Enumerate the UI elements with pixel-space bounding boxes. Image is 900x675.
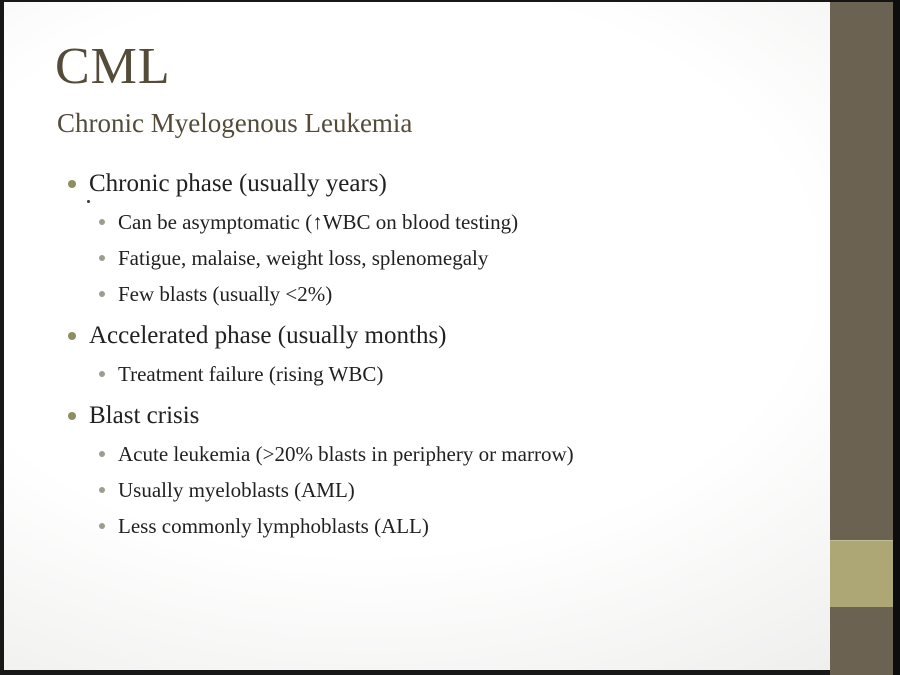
stray-dot-artifact bbox=[87, 200, 90, 203]
sidebar-decoration bbox=[830, 2, 893, 675]
page-title: CML bbox=[55, 38, 171, 95]
bullet-dot-icon bbox=[99, 291, 105, 297]
frame-edge-left bbox=[0, 0, 4, 675]
bullet-dot-icon bbox=[68, 332, 76, 340]
bullet-text: Acute leukemia (>20% blasts in periphery or marrow) bbox=[118, 441, 574, 466]
bullet-text: Can be asymptomatic (↑WBC on blood testing) bbox=[118, 209, 519, 234]
bullet-text: Few blasts (usually <2%) bbox=[118, 281, 333, 306]
bullet-item-level-2 bbox=[62, 240, 800, 276]
bullet-text: Usually myeloblasts (AML) bbox=[118, 477, 355, 502]
bullet-text: Blast crisis bbox=[89, 402, 200, 429]
page-subtitle: Chronic Myelogenous Leukemia bbox=[57, 108, 413, 138]
bullet-dot-icon bbox=[99, 487, 105, 493]
bullet-dot-icon bbox=[99, 451, 105, 457]
bullet-dot-icon bbox=[99, 219, 105, 225]
slide bbox=[4, 2, 830, 670]
bullet-item-level-2 bbox=[62, 436, 800, 472]
bullet-text: Chronic phase (usually years) bbox=[89, 170, 387, 197]
bullet-dot-icon bbox=[99, 371, 105, 377]
sidebar-accent-block bbox=[830, 540, 893, 607]
bullet-text: Treatment failure (rising WBC) bbox=[118, 361, 384, 386]
bullet-item-level-2 bbox=[62, 472, 800, 508]
bullet-item-level-2 bbox=[62, 204, 800, 240]
bullet-text: Accelerated phase (usually months) bbox=[89, 322, 447, 349]
bullet-item-level-1 bbox=[62, 316, 800, 356]
bullet-list bbox=[62, 164, 800, 544]
bullet-text: Fatigue, malaise, weight loss, splenomegaly bbox=[118, 245, 489, 270]
bullet-dot-icon bbox=[68, 412, 76, 420]
bullet-text: Less commonly lymphoblasts (ALL) bbox=[118, 513, 429, 538]
frame-edge-right bbox=[893, 0, 900, 675]
bullet-item-level-2 bbox=[62, 508, 800, 544]
frame-edge-bottom bbox=[0, 670, 830, 675]
bullet-dot-icon bbox=[68, 180, 76, 188]
bullet-item-level-1 bbox=[62, 164, 800, 204]
bullet-item-level-2 bbox=[62, 356, 800, 392]
bullet-item-level-2 bbox=[62, 276, 800, 312]
bullet-item-level-1 bbox=[62, 396, 800, 436]
bullet-dot-icon bbox=[99, 255, 105, 261]
bullet-dot-icon bbox=[99, 523, 105, 529]
frame-edge-top bbox=[0, 0, 830, 2]
